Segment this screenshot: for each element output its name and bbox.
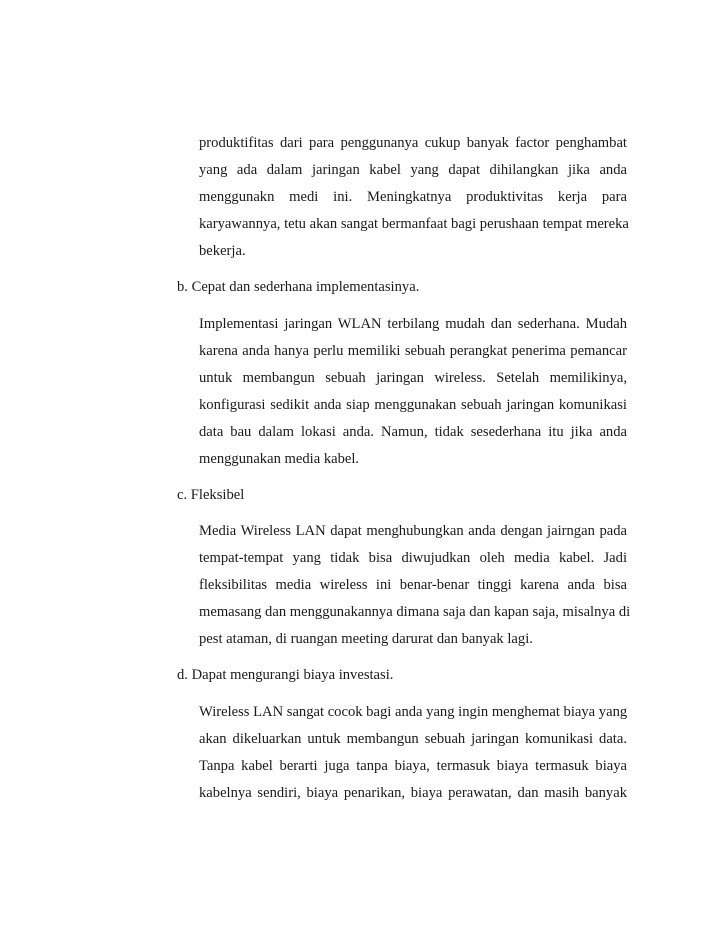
text-line: karyawannya, tetu akan sangat bermanfaat bagi perushaan tempat mereka: [199, 216, 629, 232]
paragraph-implementation: [199, 311, 627, 473]
text-line: bekerja.: [199, 243, 246, 259]
text-line: Wireless LAN sangat cocok bagi anda yang ingin menghemat biaya yang: [199, 704, 628, 720]
paragraph-productivity: [199, 130, 627, 265]
text-line: memasang dan menggunakannya dimana saja dan kapan saja, misalnya di: [199, 604, 631, 620]
heading-b: b. Cepat dan sederhana implementasinya.: [177, 279, 420, 295]
text-line: menggunakan media kabel.: [199, 451, 360, 467]
text-line: Media Wireless LAN dapat menghubungkan anda dengan jairngan pada: [199, 523, 627, 539]
text-line: Implementasi jaringan WLAN terbilang mudah dan sederhana. Mudah: [199, 316, 627, 332]
text-line: tempat-tempat yang tidak bisa diwujudkan oleh media kabel. Jadi: [199, 550, 627, 566]
text-line: fleksibilitas media wireless ini benar-benar tinggi karena anda bisa: [199, 577, 627, 593]
text-line: menggunakn medi ini. Meningkatnya produktivitas kerja para: [199, 189, 627, 205]
heading-c: c. Fleksibel: [177, 487, 245, 503]
text-line: Tanpa kabel berarti juga tanpa biaya, termasuk biaya termasuk biaya: [199, 758, 627, 774]
text-line: akan dikeluarkan untuk membangun sebuah jaringan komunikasi data.: [199, 731, 627, 747]
paragraph-flexible: [199, 518, 631, 653]
text-line: yang ada dalam jaringan kabel yang dapat dihilangkan jika anda: [199, 162, 627, 178]
text-line: karena anda hanya perlu memiliki sebuah perangkat penerima pemancar: [199, 343, 627, 359]
text-line: produktifitas dari para penggunanya cukup banyak factor penghambat: [199, 135, 627, 151]
heading-d: d. Dapat mengurangi biaya investasi.: [177, 667, 394, 683]
text-line: data bau dalam lokasi anda. Namun, tidak sesederhana itu jika anda: [199, 424, 627, 440]
text-line: pest ataman, di ruangan meeting darurat dan banyak lagi.: [199, 631, 533, 647]
text-line: kabelnya sendiri, biaya penarikan, biaya perawatan, dan masih banyak: [199, 785, 627, 801]
text-line: konfigurasi sedikit anda siap menggunakan sebuah jaringan komunikasi: [199, 397, 627, 413]
paragraph-investment: [199, 699, 627, 807]
text-line: untuk membangun sebuah jaringan wireless. Setelah memilikinya,: [199, 370, 627, 386]
